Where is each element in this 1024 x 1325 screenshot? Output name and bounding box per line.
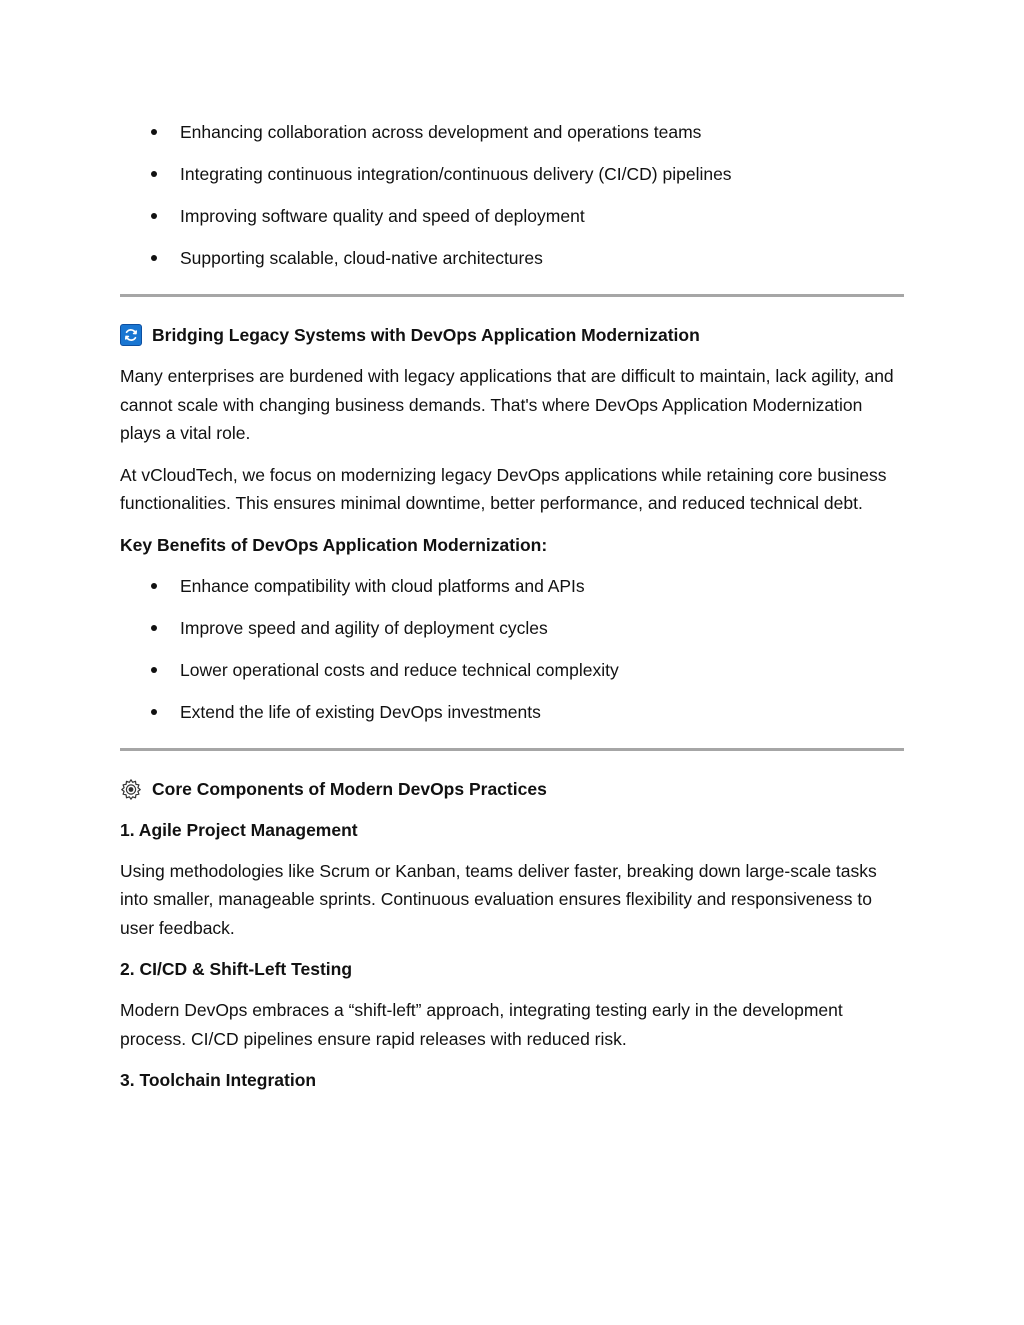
- list-item: [120, 698, 904, 726]
- list-item-text: Integrating continuous integration/continuous delivery (CI/CD) pipelines: [180, 164, 732, 184]
- benefits-bullet-list: [120, 572, 904, 726]
- paragraph: At vCloudTech, we focus on modernizing legacy DevOps applications while retaining core business functionalities. This ensures minimal downtime, better performance, and reduced technical debt.: [120, 464, 887, 513]
- list-item-text: Lower operational costs and reduce technical complexity: [180, 659, 619, 680]
- list-item-text: Enhance compatibility with cloud platforms and APIs: [180, 575, 585, 596]
- bullet-dot: [151, 625, 157, 631]
- list-item: [120, 656, 904, 684]
- refresh-icon: [120, 324, 142, 346]
- gear-icon: [120, 778, 142, 800]
- subheading-toolchain: 3. Toolchain Integration: [120, 1070, 317, 1090]
- horizontal-divider: [120, 294, 904, 297]
- list-item-text: Improving software quality and speed of deployment: [180, 206, 585, 226]
- bullet-dot: [151, 129, 157, 135]
- list-item-text: Supporting scalable, cloud-native architectures: [180, 248, 543, 268]
- list-item: [120, 244, 904, 272]
- bullet-dot: [151, 255, 157, 261]
- list-item: [120, 202, 904, 230]
- list-item: [120, 160, 904, 188]
- horizontal-divider: [120, 748, 904, 751]
- bullet-dot: [151, 213, 157, 219]
- subheading-agile: 1. Agile Project Management: [120, 819, 358, 840]
- list-item: [120, 572, 904, 600]
- intro-bullet-list: [120, 118, 904, 272]
- bullet-dot: [151, 583, 157, 589]
- benefits-heading: Key Benefits of DevOps Application Modernization:: [120, 534, 548, 555]
- list-item-text: Improve speed and agility of deployment cycles: [180, 617, 548, 638]
- paragraph: Many enterprises are burdened with legacy applications that are difficult to maintain, lack agility, and cannot scale with changing business demands. That's where DevOps Application Modernization plays a vital role.: [120, 366, 894, 443]
- section-heading-core-components: [120, 775, 904, 803]
- bullet-dot: [151, 667, 157, 673]
- list-item-text: Extend the life of existing DevOps investments: [180, 701, 541, 722]
- section-heading-text: Core Components of Modern DevOps Practices: [152, 778, 547, 799]
- list-item: [120, 118, 904, 146]
- paragraph: Modern DevOps embraces a “shift-left” approach, integrating testing early in the development process. CI/CD pipelines ensure rapid releases with reduced risk.: [120, 1000, 843, 1049]
- list-item: [120, 614, 904, 642]
- document-page: [120, 118, 904, 1107]
- section-heading-legacy: [120, 321, 904, 349]
- bullet-dot: [151, 171, 157, 177]
- paragraph: Using methodologies like Scrum or Kanban, teams deliver faster, breaking down large-scale tasks into smaller, manageable sprints. Continuous evaluation ensures flexibility and responsiveness to user feedback.: [120, 860, 877, 938]
- subheading-cicd: 2. CI/CD & Shift-Left Testing: [120, 959, 353, 979]
- bullet-dot: [151, 709, 157, 715]
- list-item-text: Enhancing collaboration across development and operations teams: [180, 122, 702, 142]
- section-heading-text: Bridging Legacy Systems with DevOps Application Modernization: [152, 325, 700, 345]
